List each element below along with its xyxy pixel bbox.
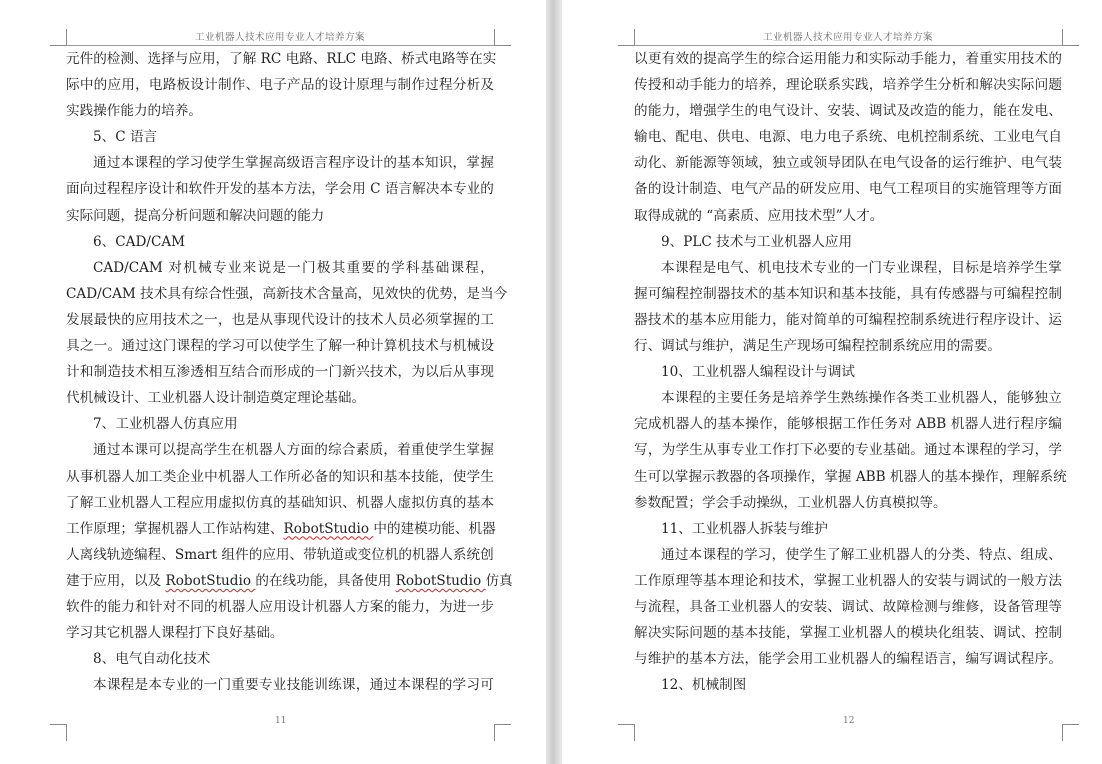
section-heading: 12、机械制图 [661, 677, 747, 694]
running-header: 工业机器人技术应用专业人才培养方案 [194, 32, 365, 43]
section-heading: 6、CAD/CAM [93, 233, 186, 250]
body-text-line: 通 过 本 课 程 的 学 习 使 学 生 掌 握 高 级 语 言 程 序 设 计 的 基 本 知 识 ， 掌 握 [93, 155, 494, 172]
document-page-left [0, 0, 546, 764]
body-text-line: 参数配置；学会手动操纵，工业机器人仿真模拟等。 [634, 494, 947, 511]
page-number: 11 [275, 716, 287, 726]
body-text-line: 以 更 有 效 的 提 高 学 生 的 综 合 运 用 能 力 和 实 际 动 手 能 力 ， 着 重 实 用 技 术 的 [634, 51, 1062, 67]
crop-mark [494, 724, 511, 741]
body-text-line: 与 维 护 的 基 本 方 法 ， 能 学 会 用 工 业 机 器 人 的 编 程 语 言 ， 编 写 调 试 程 序 。 [634, 651, 1062, 668]
page-number: 12 [843, 716, 855, 726]
body-text-line: 人 离 线 轨 迹 编 程 、 Smart 组 件 的 应 用 、 带 轨 道 或 变 位 机 的 机 器 人 系 统 创 [66, 546, 494, 563]
body-text-line: 本 课 程 是 电 气 、 机 电 技 术 专 业 的 一 门 专 业 课 程 ， 目 标 是 培 养 学 生 掌 [661, 259, 1062, 276]
crop-mark [494, 29, 511, 46]
body-text-line: 行、调试与维护，满足生产现场可编程控制系统应用的需要。 [634, 338, 1002, 355]
body-text-line: 动 化 、 新 能 源 等 领 域 ， 独 立 或 领 导 团 队 在 电 气 设 备 的 运 行 维 护 、 电 气 装 [634, 155, 1062, 172]
body-text-line: 工 作 原 理 等 基 本 理 论 和 技 术 ， 掌 握 工 业 机 器 人 的 安 装 与 调 试 的 一 般 方 法 [634, 572, 1062, 589]
body-text-line: 的 能 力 ， 增 强 学 生 的 电 气 设 计 、 安 装 、 调 试 及 改 造 的 能 力 ， 能 在 发 电 、 [634, 103, 1062, 120]
body-text-line: 实际问题，提高分析问题和解决问题的能力 [66, 207, 325, 224]
body-text-line: 际 中 的 应 用 ， 电 路 板 设 计 制 作 、 电 子 产 品 的 设 计 原 理 与 制 作 过 程 分 析 及 [66, 77, 494, 94]
body-text-line: 与 流 程 ， 具 备 工 业 机 器 人 的 安 装 、 调 试 、 故 障 检 测 与 维 修 ， 设 备 管 理 等 [634, 598, 1062, 615]
body-text-line: 通 过 本 课 程 的 学 习 ， 使 学 生 了 解 工 业 机 器 人 的 分 类 、 特 点 、 组 成 、 [661, 546, 1062, 563]
page-gutter [546, 0, 562, 764]
section-heading: 10、工业机器人编程设计与调试 [661, 364, 856, 381]
crop-mark [50, 724, 67, 741]
body-text-line: 工 作 原 理 ； 掌 握 机 器 人 工 作 站 构 建 、 RobotStudio 中 的 建 模 功 能 、 机 器 [66, 520, 496, 537]
body-text-line: 生 可 以 掌 握 示 教 器 的 各 项 操 作 ， 掌 握 ABB 机 器 人 的 基 本 操 作 ， 理 解 系 统 [634, 468, 1067, 485]
section-heading: 11、工业机器人拆装与维护 [661, 520, 828, 537]
body-text-line: 器 技 术 的 基 本 应 用 能 力 ， 能 对 简 单 的 可 编 程 控 制 系 统 进 行 程 序 设 计 、 运 [634, 311, 1062, 328]
body-text-line: 发 展 最 快 的 应 用 技 术 之 一 ， 也 是 从 事 现 代 设 计 的 技 术 人 员 必 须 掌 握 的 工 [66, 311, 494, 328]
crop-mark [618, 29, 635, 46]
body-text-line: 完 成 机 器 人 的 基 本 操 作 ， 能 够 根 据 工 作 任 务 对 ABB 机 器 人 进 行 程 序 编 [634, 416, 1062, 433]
section-heading: 7、工业机器人仿真应用 [93, 416, 238, 433]
body-text-line: 本 课 程 的 主 要 任 务 是 培 养 学 生 熟 练 操 作 各 类 工 业 机 器 人 ， 能 够 独 立 [661, 390, 1062, 407]
body-text-line: 握 可 编 程 控 制 器 技 术 的 基 本 知 识 和 基 本 技 能 ， 具 有 传 感 器 与 可 编 程 控 制 [634, 285, 1062, 302]
body-text-line: 实践操作能力的培养。 [66, 103, 202, 120]
body-text-line: 代机械设计、工业机器人设计制造奠定理论基础。 [66, 390, 366, 407]
body-text-line: 取得成就的 “高素质、应用技术型”人才。 [634, 207, 884, 224]
body-text-line: 元 件 的 检 测 、 选 择 与 应 用 ， 了 解 RC 电 路 、 RLC 电 路 、 桥 式 电 路 等 在 实 [66, 51, 497, 67]
body-text-line: CAD/CAM 对 机 械 专 业 来 说 是 一 门 极 其 重 要 的 学 科 基 础 课 程 ， [93, 259, 494, 276]
running-header: 工业机器人技术应用专业人才培养方案 [762, 32, 933, 43]
section-heading: 5、C 语言 [93, 129, 158, 146]
body-text-line: 学习其它机器人课程打下良好基础。 [66, 625, 284, 642]
crop-mark [1062, 724, 1079, 741]
body-text-line: 从 事 机 器 人 加 工 类 企 业 中 机 器 人 工 作 所 必 备 的 知 识 和 基 本 技 能 ， 使 学 生 [66, 468, 494, 485]
body-text-line: 建 于 应 用 ， 以 及 RobotStudio 的 在 线 功 能 ， 具 备 使 用 RobotStudio 仿 真 [66, 572, 513, 589]
crop-mark [50, 29, 67, 46]
page-body [66, 46, 513, 698]
body-text-line: 计 和 制 造 技 术 相 互 渗 透 相 互 结 合 而 形 成 的 一 门 新 兴 技 术 ， 为 以 后 从 事 现 [66, 364, 494, 381]
crop-mark [1062, 29, 1079, 46]
body-text-line: 面 向 过 程 程 序 设 计 和 软 件 开 发 的 基 本 方 法 ， 学 会 用 C 语 言 解 决 本 专 业 的 [66, 181, 494, 198]
body-text-line: CAD/CAM 技 术 具 有 综 合 性 强 ， 高 新 技 术 含 量 高 ， 见 效 快 的 优 势 ， 是 当 今 [66, 285, 508, 302]
body-text-line: 本 课 程 是 本 专 业 的 一 门 重 要 专 业 技 能 训 练 课 ， 通 过 本 课 程 的 学 习 可 [93, 677, 494, 694]
body-text-line: 写 ， 为 学 生 从 事 专 业 工 作 打 下 必 要 的 专 业 基 础 。 通 过 本 课 程 的 学 习 ， 学 [634, 442, 1062, 459]
body-text-line: 备 的 设 计 制 造 、 电 气 产 品 的 研 发 应 用 、 电 气 工 程 项 目 的 实 施 管 理 等 方 面 [634, 181, 1062, 198]
page-body [634, 46, 1067, 698]
crop-mark [618, 724, 635, 741]
body-text-line: 软 件 的 能 力 和 针 对 不 同 的 机 器 人 应 用 设 计 机 器 人 方 案 的 能 力 ， 为 进 一 步 [66, 598, 494, 615]
body-text-line: 传 授 和 动 手 能 力 的 培 养 ， 理 论 联 系 实 践 ， 培 养 学 生 分 析 和 解 决 实 际 问 题 [634, 77, 1062, 94]
section-heading: 8、电气自动化技术 [93, 651, 211, 668]
body-text-line: 解 决 实 际 问 题 的 基 本 技 能 ， 掌 握 工 业 机 器 人 的 模 块 化 组 装 、 调 试 、 控 制 [634, 625, 1062, 642]
section-heading: 9、PLC 技术与工业机器人应用 [661, 233, 853, 250]
body-text-line: 输 电 、 配 电 、 供 电 、 电 源 、 电 力 电 子 系 统 、 电 机 控 制 系 统 、 工 业 电 气 自 [634, 129, 1062, 146]
body-text-line: 具 之 一 。 通 过 这 门 课 程 的 学 习 可 以 使 学 生 了 解 一 种 计 算 机 技 术 与 机 械 设 [66, 338, 494, 355]
body-text-line: 通 过 本 课 可 以 提 高 学 生 在 机 器 人 方 面 的 综 合 素 质 ， 着 重 使 学 生 掌 握 [93, 442, 494, 459]
body-text-line: 了 解 工 业 机 器 人 工 程 应 用 虚 拟 仿 真 的 基 础 知 识 、 机 器 人 虚 拟 仿 真 的 基 本 [66, 494, 494, 511]
document-page-right [562, 0, 1102, 764]
